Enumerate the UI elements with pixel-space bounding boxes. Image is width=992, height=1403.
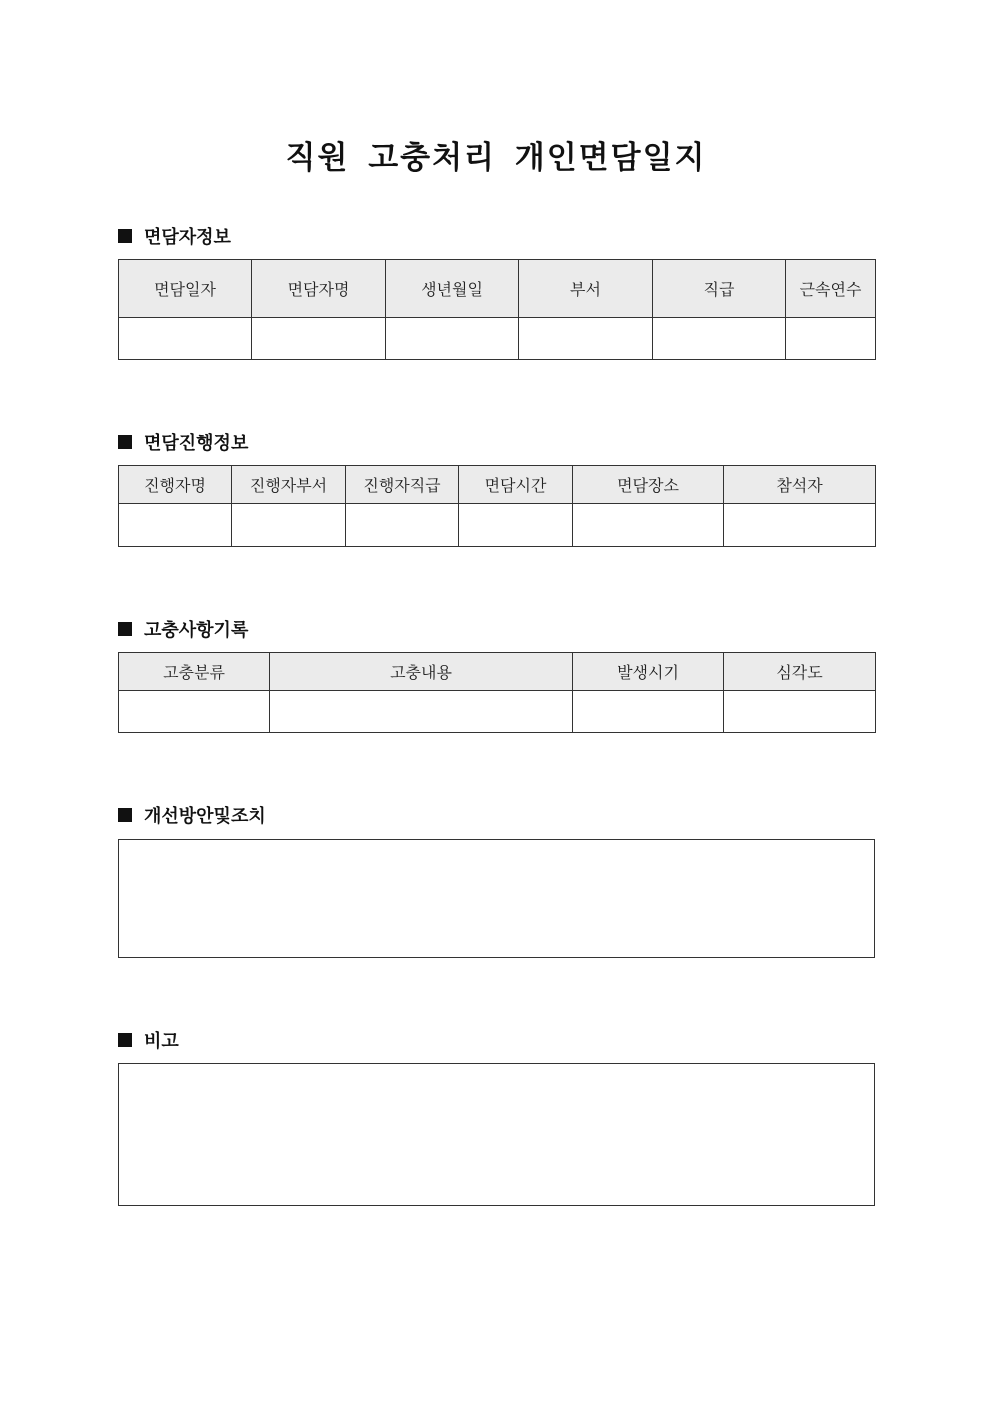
interviewee-name-cell[interactable] [252,318,386,360]
square-bullet-icon [118,1033,132,1047]
section-heading-grievance [118,616,248,642]
interview-date-cell[interactable] [119,318,252,360]
square-bullet-icon [118,435,132,449]
column-header: 면담장소 [573,466,724,504]
column-header: 고충분류 [119,653,270,691]
section-heading-progress [118,429,248,455]
facilitator-name-cell[interactable] [119,504,232,547]
table-row [119,691,876,733]
section-heading-improvement [118,802,266,828]
column-header: 고충내용 [270,653,573,691]
section-heading-remarks [118,1027,179,1053]
section-heading-label: 면담자정보 [144,227,231,248]
birth-date-cell[interactable] [386,318,519,360]
column-header: 발생시기 [573,653,724,691]
column-header: 진행자직급 [346,466,459,504]
improvement-measures-box[interactable] [118,839,875,958]
section-heading-label: 비고 [144,1031,179,1052]
column-header: 직급 [653,260,786,318]
facilitator-department-cell[interactable] [232,504,346,547]
years-of-service-cell[interactable] [786,318,876,360]
square-bullet-icon [118,229,132,243]
square-bullet-icon [118,808,132,822]
table-header-row [119,260,876,318]
square-bullet-icon [118,622,132,636]
column-header: 참석자 [724,466,876,504]
progress-table [118,465,876,547]
grievance-table [118,652,876,733]
column-header: 면담일자 [119,260,252,318]
position-cell[interactable] [653,318,786,360]
table-header-row [119,653,876,691]
interview-time-cell[interactable] [459,504,573,547]
table-header-row [119,466,876,504]
column-header: 부서 [519,260,653,318]
column-header: 생년월일 [386,260,519,318]
grievance-content-cell[interactable] [270,691,573,733]
document-title: 직원 고충처리 개인면담일지 [285,140,707,176]
grievance-category-cell[interactable] [119,691,270,733]
remarks-box[interactable] [118,1063,875,1206]
facilitator-position-cell[interactable] [346,504,459,547]
interview-location-cell[interactable] [573,504,724,547]
column-header: 진행자부서 [232,466,346,504]
section-heading-interviewee [118,223,231,249]
section-heading-label: 면담진행정보 [144,433,249,454]
column-header: 면담시간 [459,466,573,504]
column-header: 심각도 [724,653,876,691]
column-header: 근속연수 [786,260,876,318]
severity-cell[interactable] [724,691,876,733]
interviewee-table [118,259,876,360]
column-header: 진행자명 [119,466,232,504]
table-row [119,318,876,360]
occurrence-time-cell[interactable] [573,691,724,733]
column-header: 면담자명 [252,260,386,318]
section-heading-label: 개선방안및조치 [144,806,266,827]
department-cell[interactable] [519,318,653,360]
table-row [119,504,876,547]
attendees-cell[interactable] [724,504,876,547]
section-heading-label: 고충사항기록 [144,620,249,641]
